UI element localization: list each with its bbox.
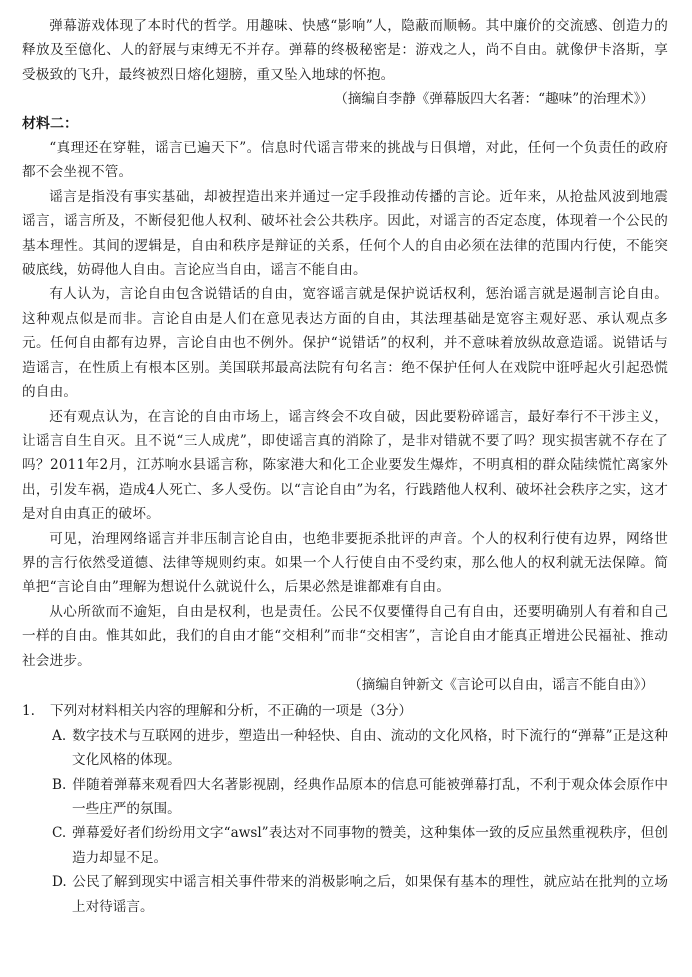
material2-paragraph-4: 还有观点认为，在言论的自由市场上，谣言终会不攻自破，因此要粉碎谣言，最好奉行不干涉主义，让谣言自生自灭。且不说“三人成虎”，即使谣言真的消除了，是非对错就不要了吗？现实损害就不存在了吗？2011年2月，江苏响水县谣言称，陈家港大和化工企业要发生爆炸，不明真相的群众陆续慌忙离家外出，引发车祸，造成4人死亡、多人受伤。以“言论自由”为名，行践踏他人权利、破坏社会秩序之实，这才是对自由真正的破坏。 (22, 408, 668, 523)
question-number: 1. (22, 703, 35, 720)
option-a (22, 724, 668, 773)
material2-paragraph-1: “真理还在穿鞋，谣言已遍天下”。信息时代谣言带来的挑战与日俱增，对此，任何一个负责任的政府都不会坐视不管。 (22, 140, 668, 181)
option-b-label: B. (52, 776, 67, 793)
option-c (22, 821, 668, 870)
option-a-label: A. (52, 727, 67, 744)
question-stem: 下列对材料相关内容的理解和分析，不正确的一项是（3分） (50, 703, 413, 720)
question-1 (22, 699, 668, 723)
option-c-label: C. (52, 825, 67, 842)
material2-heading: 材料二： (22, 115, 78, 132)
option-d-label: D. (52, 874, 67, 891)
option-d-text: 公民了解到现实中谣言相关事件带来的消极影响之后，如果保有基本的理性，就应站在批判的立场上对待谣言。 (72, 874, 668, 915)
material1-source: （摘编自李静《弹幕版四大名著：“趣味”的治理术》） (334, 91, 654, 108)
option-b (22, 773, 668, 822)
option-c-text: 弹幕爱好者们纷纷用文字“awsl”表达对不同事物的赞美，这种集体一致的反应虽然重视秩序，但创造力却显不足。 (72, 825, 668, 866)
option-b-text: 伴随着弹幕来观看四大名著影视剧，经典作品原本的信息可能被弹幕打乱，不利于观众体会原作中一些庄严的氛围。 (72, 776, 668, 817)
material2-source: （摘编自钟新文《言论可以自由，谣言不能自由》） (348, 676, 654, 693)
material2-paragraph-5: 可见，治理网络谣言并非压制言论自由，也绝非要扼杀批评的声音。个人的权利行使有边界，网络世界的言行依然受道德、法律等规则约束。如果一个人行使自由不受约束，那么他人的权利就无法保障。简单把“言论自由”理解为想说什么就说什么，后果必然是谁都难有自由。 (22, 530, 668, 596)
material2-paragraph-3: 有人认为，言论自由包含说错话的自由，宽容谣言就是保护说话权利，惩治谣言就是遏制言论自由。这种观点似是而非。言论自由是人们在意见表达方面的自由，其法理基础是宽容主观好恶、承认观点多元。任何自由都有边界，言论自由也不例外。保护“说错话”的权利，并不意味着放纵故意造谣。说错话与造谣言，在性质上有根本区别。美国联邦最高法院有句名言：绝不保护任何人在戏院中诳呼起火引起恐慌的自由。 (22, 286, 668, 401)
material2-paragraph-6: 从心所欲而不逾矩，自由是权利，也是责任。公民不仅要懂得自己有自由，还要明确别人有着和自己一样的自由。惟其如此，我们的自由才能“交相利”而非“交相害”，言论自由才能真正增进公民福祉、推动社会进步。 (22, 603, 668, 669)
option-a-text: 数字技术与互联网的进步，塑造出一种轻快、自由、流动的文化风格，时下流行的“弹幕”正是这种文化风格的体现。 (72, 727, 668, 769)
material2-paragraph-2: 谣言是指没有事实基础，却被捏造出来并通过一定手段推动传播的言论。近年来，从抢盐风波到地震谣言，谣言所及，不断侵犯他人权利、破坏社会公共秩序。因此，对谣言的否定态度，体现着一个公民的基本理性。其间的逻辑是，自由和秩序是辩证的关系，任何个人的自由必须在法律的范围内行使，不能突破底线，妨碍他人自由。言论应当自由，谣言不能自由。 (22, 188, 668, 279)
material1-paragraph: 弹幕游戏体现了本时代的哲学。用趣味、快感“影响”人，隐蔽而顺畅。其中廉价的交流感、创造力的释放及至億化、人的舒展与束缚无不并存。弹幕的终极秘密是：游戏之人，尚不自由。就像伊卡洛斯，享受极致的飞升，最终被烈日熔化翅膀，重又坠入地球的怀抱。 (22, 18, 668, 83)
option-d (22, 870, 668, 919)
